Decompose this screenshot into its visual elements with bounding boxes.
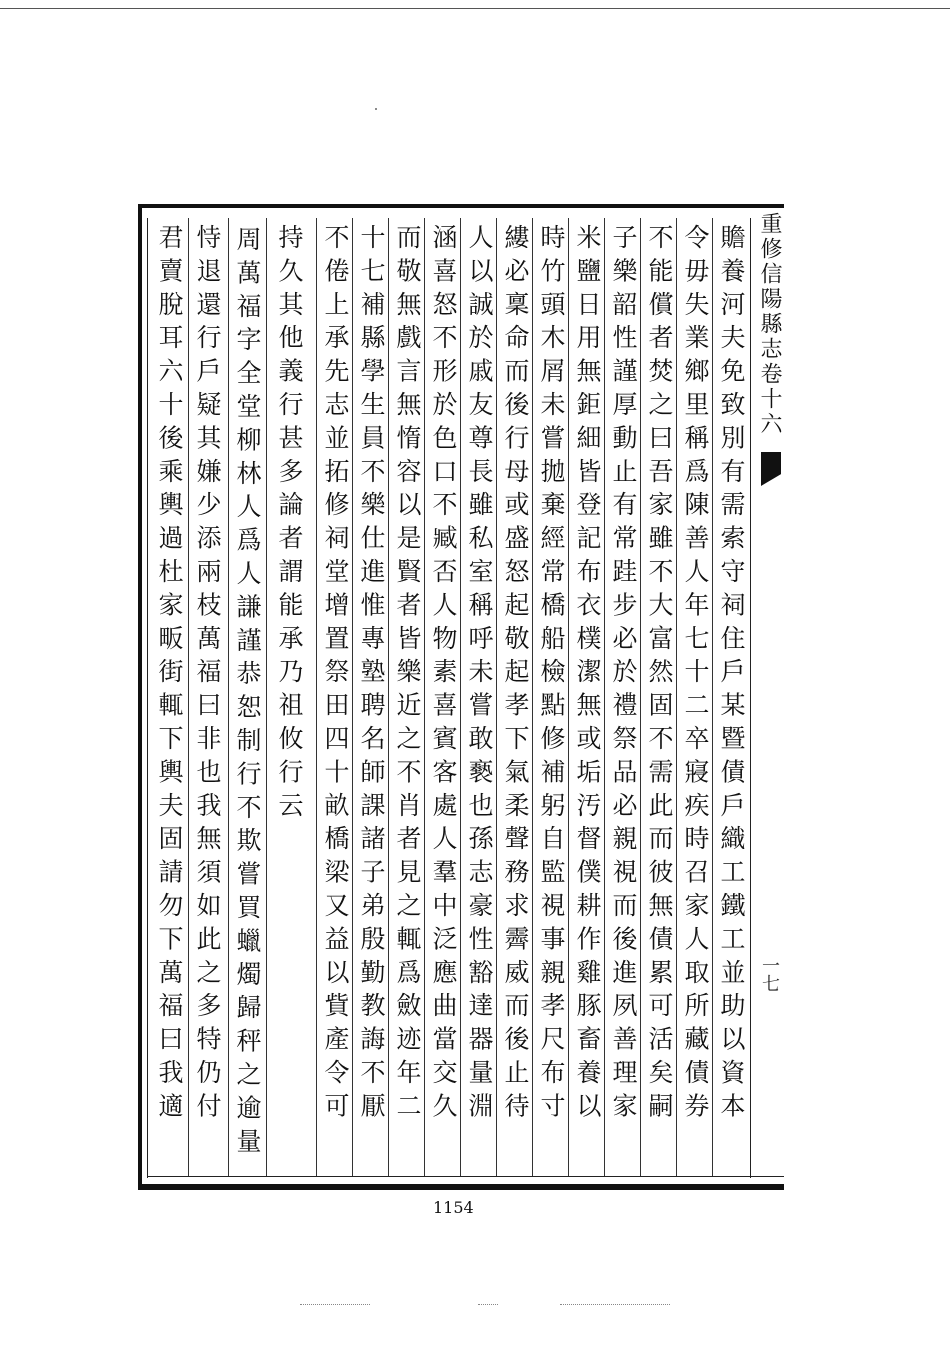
text-column-5: 米鹽日用無鉅細皆登記布衣樸潔無或垢汚督僕耕作雞豚畜養以 — [573, 224, 602, 1126]
column-rule — [532, 218, 533, 1176]
page-frame-bottom-inner — [147, 1176, 784, 1177]
column-rule — [316, 218, 317, 1176]
page-frame-top — [138, 204, 784, 208]
book-page — [138, 204, 784, 1190]
text-column-2: 令毋失業鄉里稱爲陳善人年七十二卒寢疾時召家人取所藏債券 — [681, 224, 710, 1126]
scan-speck — [375, 108, 377, 110]
column-rule — [388, 218, 389, 1176]
column-rule — [604, 218, 605, 1176]
column-rule — [266, 218, 267, 1176]
text-column-10: 而敬無戲言無惰容以是賢者皆樂近之不肖者見之輒爲斂迹年二 — [393, 224, 422, 1126]
page-frame-right-inner — [750, 218, 751, 1178]
column-rule — [496, 218, 497, 1176]
text-column-1: 贍養河夫免致別有需索守祠住戶某暨債戶織工鐵工並助以資本 — [717, 224, 746, 1126]
column-rule — [712, 218, 713, 1176]
top-scan-edge — [0, 8, 950, 9]
text-column-9: 涵喜怒不形於色口不臧否人物素喜賓客處人羣中泛應曲當交久 — [429, 224, 458, 1126]
page-frame-left-inner — [147, 218, 148, 1178]
scan-noise — [560, 1304, 670, 1306]
column-rule — [228, 218, 229, 1176]
text-column-8: 人以誠於戚友尊長雖私室稱呼未嘗敢褻也孫志豪性豁達器量淵 — [465, 224, 494, 1126]
page-number: 1154 — [433, 1198, 474, 1217]
page-frame-left — [138, 204, 142, 1190]
scan-noise — [478, 1304, 498, 1306]
text-column-3: 不能償者焚之曰吾家雖不大富然固不需此而彼無債累可活矣嗣 — [645, 224, 674, 1126]
text-column-6: 時竹頭木屑未嘗拋棄經常橋船檢點修補躬自監視事親孝尺布寸 — [537, 224, 566, 1126]
column-rule — [568, 218, 569, 1176]
column-rule — [352, 218, 353, 1176]
running-header: 重修信陽縣志卷十六 — [757, 212, 782, 437]
text-column-11: 十七補縣學生員不樂仕進惟專塾聘名師課諸子弟殷勤教誨不厭 — [357, 224, 386, 1126]
column-rule — [424, 218, 425, 1176]
text-column-4: 子樂韶性謹厚動止有常跬步必於禮祭品必親視而後進夙善理家 — [609, 224, 638, 1126]
text-column-7: 縷必稟命而後行母或盛怒起敬起孝下氣柔聲務求霽威而後止待 — [501, 224, 530, 1126]
page-frame-bottom — [138, 1184, 784, 1190]
text-column-14-entry-start: 周萬福字全堂柳林人爲人謙謹恭恕制行不欺嘗買蠟燭歸秤之逾量 — [233, 226, 262, 1162]
scan-noise — [300, 1304, 370, 1306]
column-rule — [460, 218, 461, 1176]
fish-tail-mark — [761, 452, 781, 486]
column-rule — [188, 218, 189, 1176]
text-column-13: 持久其他義行甚多論者謂能承乃祖攸行云 — [275, 224, 304, 826]
column-rule — [676, 218, 677, 1176]
folio-mark: 一七 — [759, 956, 780, 992]
text-column-15: 恃退還行戶疑其嫌少添兩枝萬福曰非也我無須如此之多特仍付 — [193, 224, 222, 1126]
column-rule — [640, 218, 641, 1176]
text-column-12: 不倦上承先志並拓修祠堂增置祭田四十畝橋梁又益以貲產令可 — [321, 224, 350, 1126]
text-column-16: 君賣脫耳六十後乘輿過杜家畈街輒下輿夫固請勿下萬福曰我適 — [155, 224, 184, 1126]
